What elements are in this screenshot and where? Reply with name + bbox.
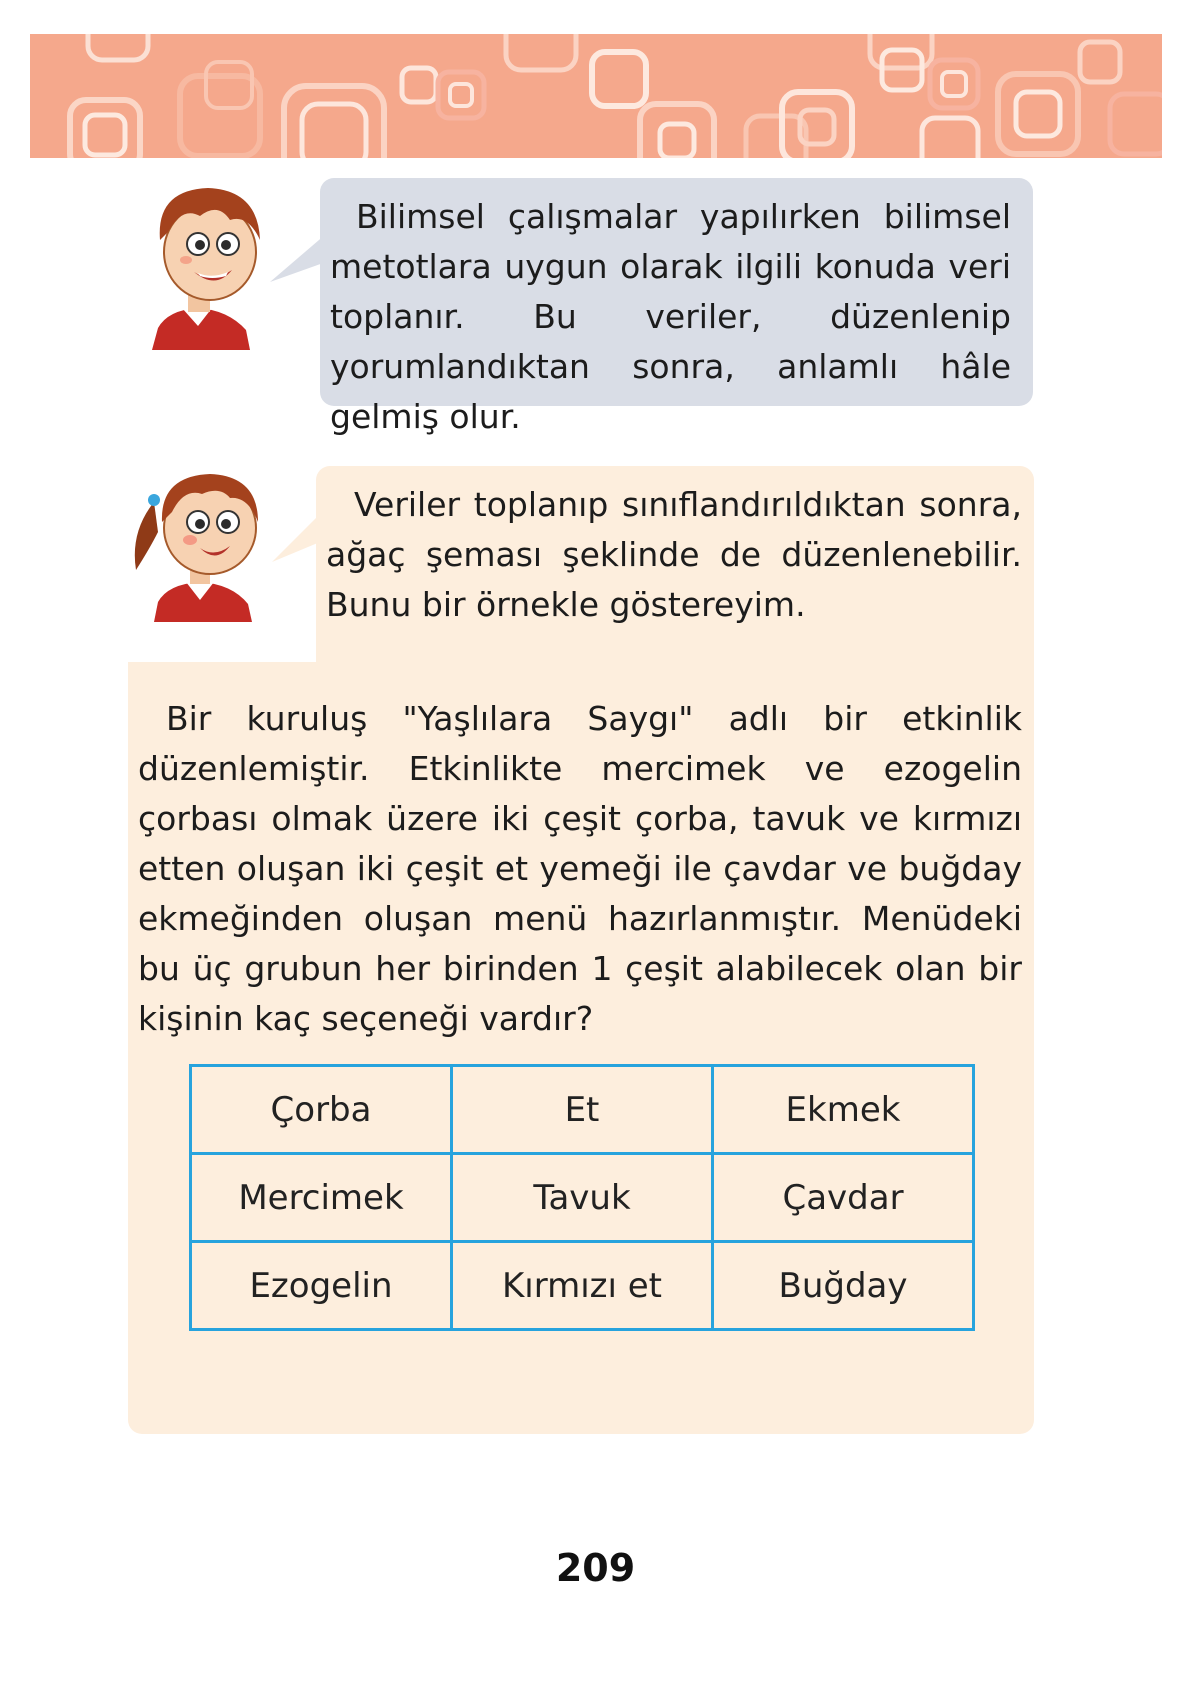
menu-table (189, 1064, 975, 1331)
boy-speech-text: Bilimsel çalışmalar yapılırken bilimsel metotlara uygun olarak ilgili konuda veri toplanır. Bu veriler, düzenlenip yorumlandıktan sonra, anlamlı hâle gelmiş olur. (330, 197, 1011, 436)
table-header-cell: Çorba (191, 1066, 452, 1154)
boy-character-icon (138, 180, 268, 350)
table-cell: Mercimek (191, 1154, 452, 1242)
girl-speech-text-block (326, 480, 1022, 630)
table-cell: Çavdar (713, 1154, 974, 1242)
table-cell: Kırmızı et (452, 1242, 713, 1330)
table-row (191, 1242, 974, 1330)
table-header-cell: Ekmek (713, 1066, 974, 1154)
table-header-row (191, 1066, 974, 1154)
girl-speech-text: Veriler toplanıp sınıflandırıldıktan sonra, ağaç şeması şeklinde de düzenlenebilir. Bunu bir örnekle göstereyim. (326, 485, 1022, 624)
problem-text-block (138, 694, 1022, 1044)
header-banner (30, 34, 1162, 158)
table-cell: Tavuk (452, 1154, 713, 1242)
boy-speech-bubble (320, 178, 1033, 436)
table-header-cell: Et (452, 1066, 713, 1154)
page-number: 209 (555, 1546, 636, 1590)
table-cell: Buğday (713, 1242, 974, 1330)
table-cell: Ezogelin (191, 1242, 452, 1330)
girl-character-icon (124, 462, 274, 622)
table-row (191, 1154, 974, 1242)
speech-bubble-tail (272, 508, 320, 568)
problem-text: Bir kuruluş "Yaşlılara Saygı" adlı bir etkinlik düzenlemiştir. Etkinlikte mercimek ve ezogelin çorbası olmak üzere iki çeşit çorba, tavuk ve kırmızı etten oluşan iki çeşit et yemeği ile çavdar ve buğday ekmeğinden oluşan menü hazırlanmıştır. Menüdeki bu üç grubun her birinden 1 çeşit alabilecek olan bir kişinin kaç seçeneği vardır? (138, 699, 1022, 1038)
banner-pattern (30, 34, 1162, 158)
speech-bubble-tail (270, 232, 326, 292)
